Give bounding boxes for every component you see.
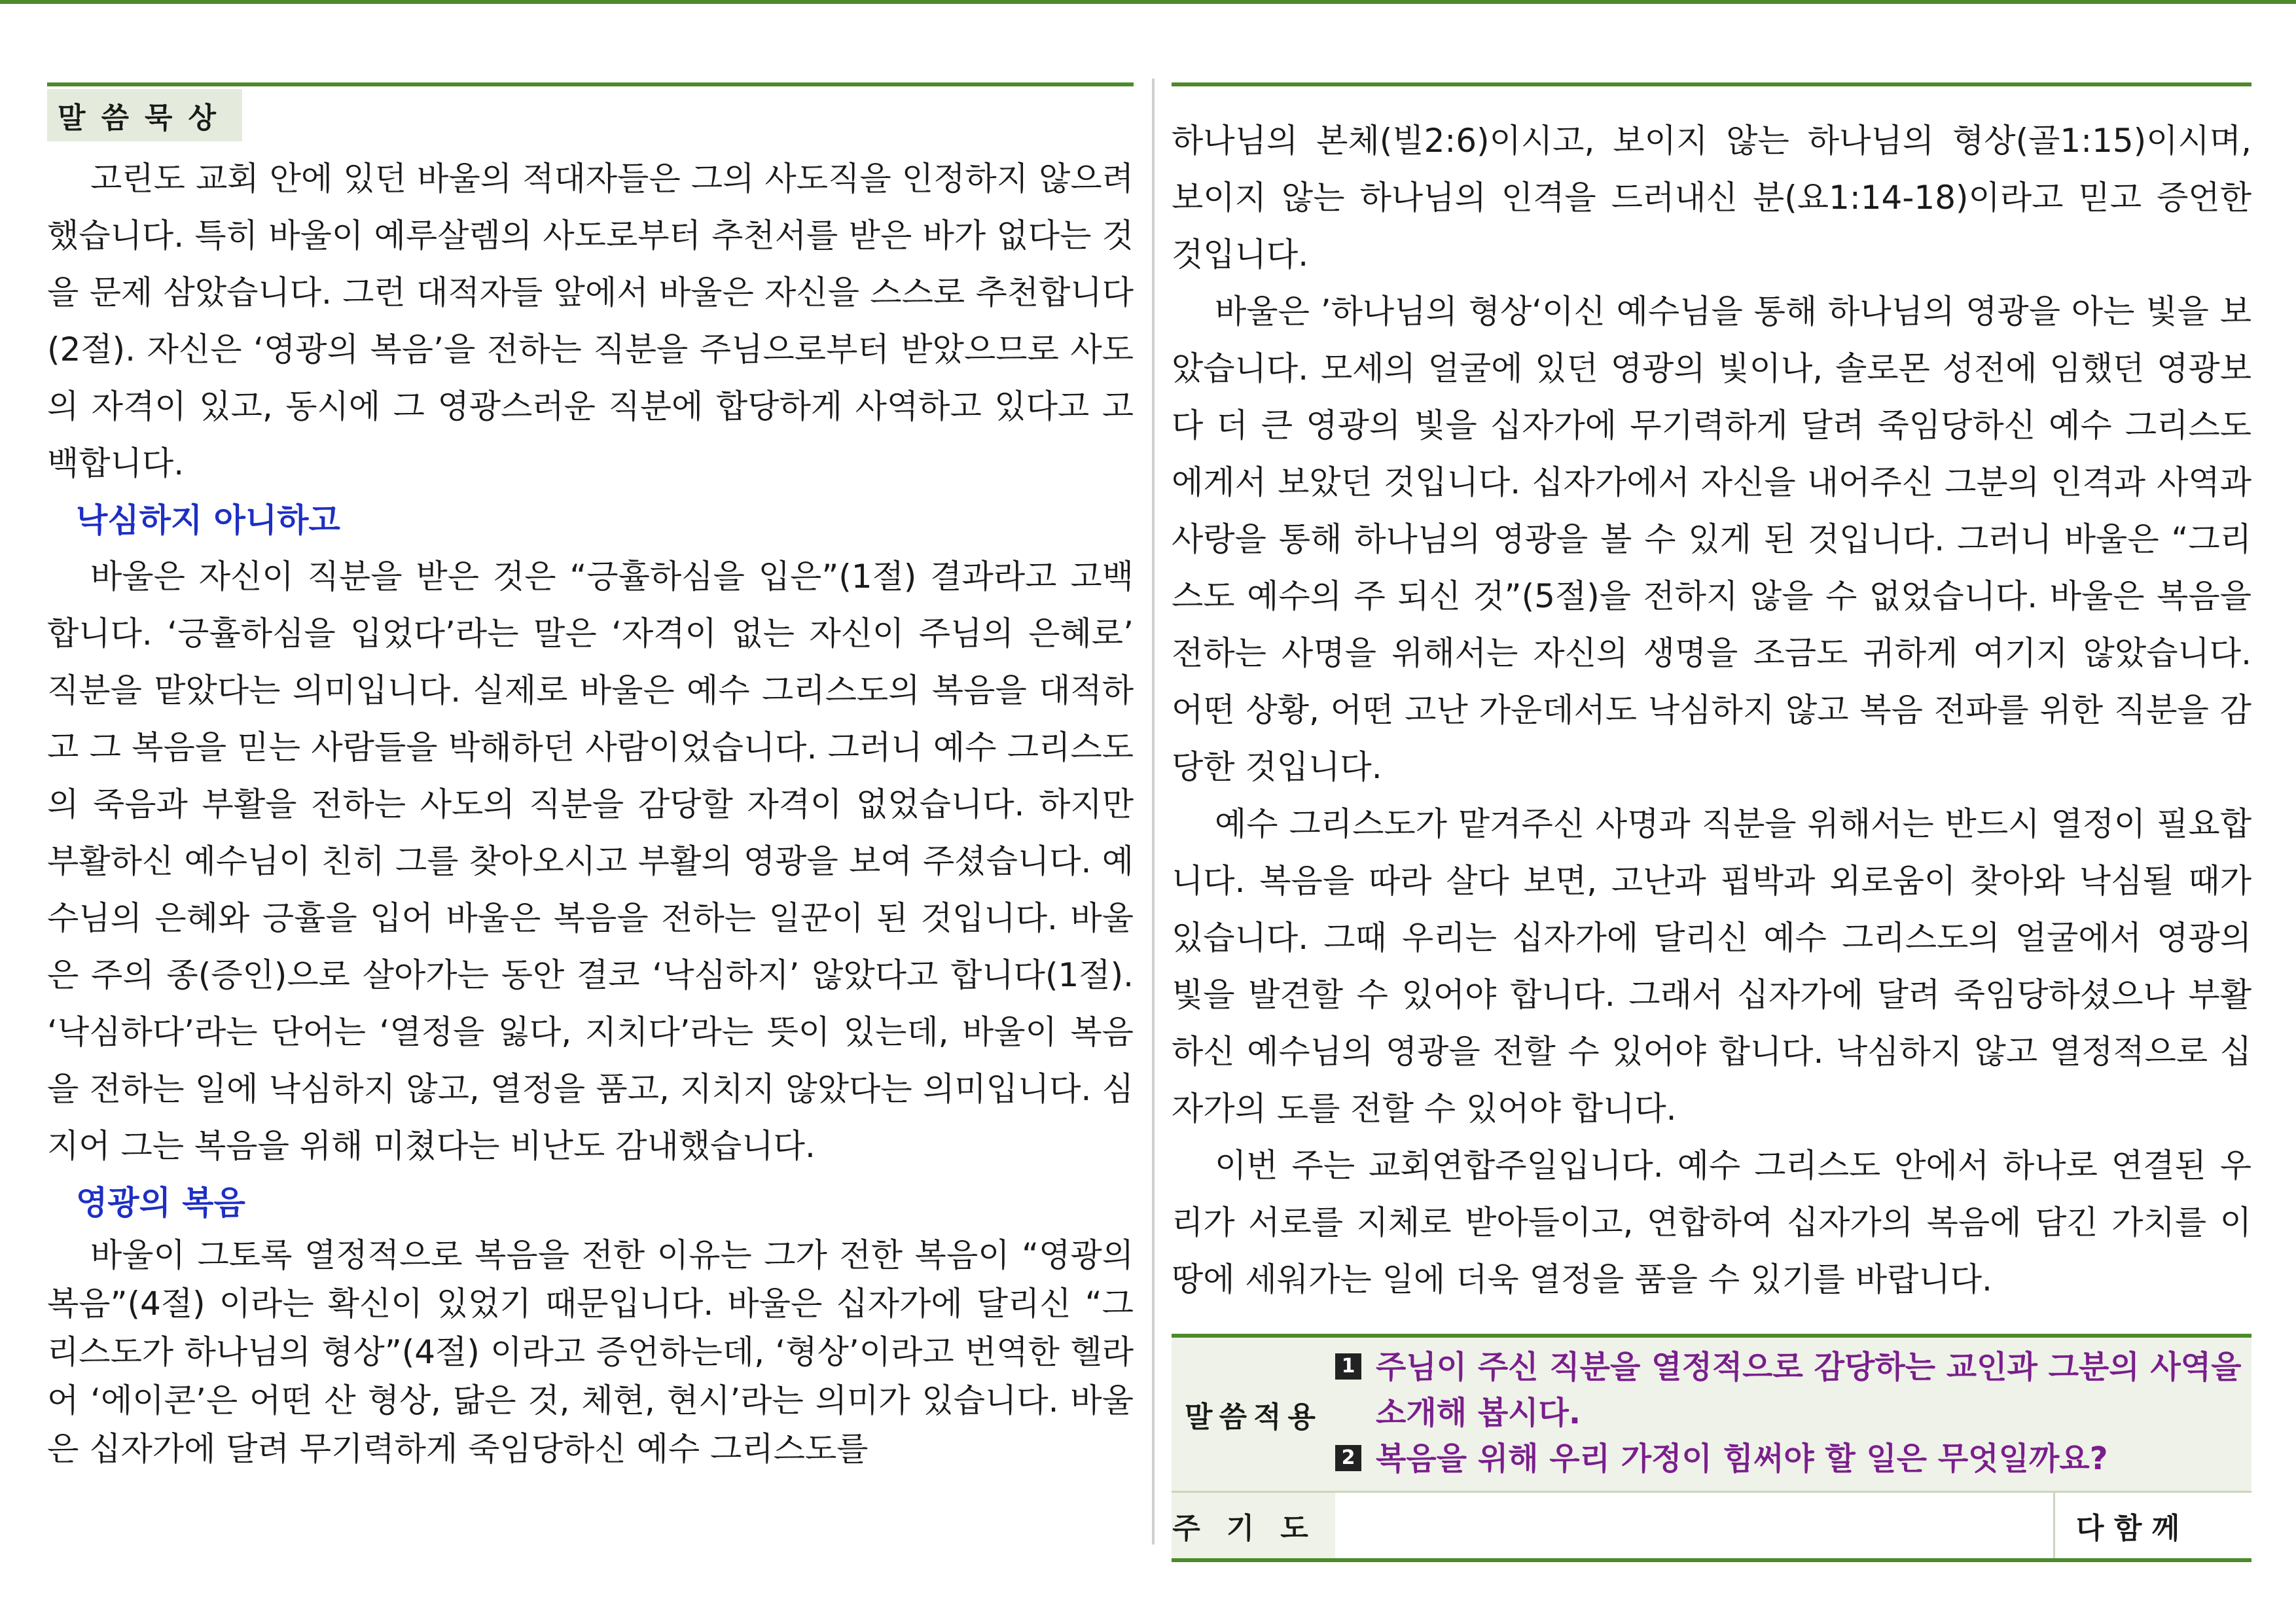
question-1: [1335, 1344, 2242, 1436]
left-column: [47, 0, 1134, 1473]
section-tag: 말씀묵상: [47, 89, 242, 141]
application-row: [1172, 1338, 2251, 1491]
together-label: 다 함 께: [2076, 1512, 2180, 1545]
heading-gospel-of-glory: 영광의 복음: [76, 1184, 245, 1222]
right-column: [1172, 0, 2251, 1308]
top-rule-left: [47, 82, 1134, 86]
top-rule-right: [1172, 82, 2251, 86]
paragraph-2: 바울이 그토록 열정적으로 복음을 전한 이유는 그가 전한 복음이 “영광의 복음”(4절) 이라는 확신이 있었기 때문입니다. 바울은 십자가에 달리신 “그리스도가 하나님의 형상”(4절) 이라고 증언하는데, ‘형상’이라고 번역한 헬라어 ‘에이콘’은 어떤 산 형상, 닮은 것, 체현, 현시’라는 의미가 있습니다. 바울은 십자가에 달려 무기력하게 죽임당하신 예수 그리스도를: [47, 1236, 1134, 1468]
prayer-row: [1172, 1491, 2251, 1558]
prayer-blank: [1335, 1493, 2055, 1558]
number-badge-icon: 1: [1335, 1353, 1361, 1380]
application-label: 말씀적용: [1184, 1400, 1322, 1434]
paragraph-3: 바울은 ’하나님의 형상‘이신 예수님을 통해 하나님의 영광을 아는 빛을 보았습니다. 모세의 얼굴에 있던 영광의 빛이나, 솔로몬 성전에 임했던 영광보다 더 큰 영광의 빛을 십자가에 무기력하게 달려 죽임당하신 예수 그리스도에게서 보았던 것입니다. 십자가에서 자신을 내어주신 그분의 인격과 사역과 사랑을 통해 하나님의 영광을 볼 수 있게 된 것입니다. 그러니 바울은 “그리스도 예수의 주 되신 것”(5절)을 전하지 않을 수 없었습니다. 바울은 복음을 전하는 사명을 위해서는 자신의 생명을 조금도 귀하게 여기지 않았습니다. 어떤 상황, 어떤 고난 가운데서도 낙심하지 않고 복음 전파를 위한 직분을 감당한 것입니다.: [1172, 293, 2251, 786]
heading-not-discouraged: 낙심하지 아니하고: [76, 501, 340, 539]
question-text: 주님이 주신 직분을 열정적으로 감당하는 교인과 그분의 사역을 소개해 봅시다.: [1376, 1349, 2242, 1431]
paragraph-4: 예수 그리스도가 맡겨주신 사명과 직분을 위해서는 반드시 열정이 필요합니다. 복음을 따라 살다 보면, 고난과 핍박과 외로움이 찾아와 낙심될 때가 있습니다. 그때 우리는 십자가에 달리신 예수 그리스도의 얼굴에서 영광의 빛을 발견할 수 있어야 합니다. 그래서 십자가에 달려 죽임당하셨으나 부활하신 예수님의 영광을 전할 수 있어야 합니다. 낙심하지 않고 열정적으로 십자가의 도를 전할 수 있어야 합니다.: [1172, 805, 2251, 1128]
application-questions: [1335, 1338, 2251, 1491]
paragraph-5: 이번 주는 교회연합주일입니다. 예수 그리스도 안에서 하나로 연결된 우리가 서로를 지체로 받아들이고, 연합하여 십자가의 복음에 담긴 가치를 이 땅에 세워가는 일에 더욱 열정을 품을 수 있기를 바랍니다.: [1172, 1147, 2251, 1298]
number-badge-icon: 2: [1335, 1445, 1361, 1471]
prayer-label: 주기도: [1172, 1493, 1335, 1558]
question-text: 복음을 위해 우리 가정이 힘써야 할 일은 무엇일까요?: [1376, 1440, 2108, 1477]
intro-paragraph: 고린도 교회 안에 있던 바울의 적대자들은 그의 사도직을 인정하지 않으려 했습니다. 특히 바울이 예루살렘의 사도로부터 추천서를 받은 바가 없다는 것을 문제 삼았습니다. 그런 대적자들 앞에서 바울은 자신을 스스로 추천합니다(2절). 자신은 ‘영광의 복음’을 전하는 직분을 주님으로부터 받았으므로 사도의 자격이 있고, 동시에 그 영광스러운 직분에 합당하게 사역하고 있다고 고백합니다.: [47, 160, 1134, 482]
application-box: [1172, 1334, 2251, 1562]
question-2: [1335, 1436, 2242, 1482]
continued-paragraph: 하나님의 본체(빌2:6)이시고, 보이지 않는 하나님의 형상(골1:15)이시며, 보이지 않는 하나님의 인격을 드러내신 분(요1:14-18)이라고 믿고 증언한 것입니다.: [1172, 122, 2251, 274]
application-bottom-rule: [1172, 1558, 2251, 1562]
column-divider: [1152, 79, 1155, 1544]
paragraph-1: 바울은 자신이 직분을 받은 것은 “긍휼하심을 입은”(1절) 결과라고 고백합니다. ‘긍휼하심을 입었다’라는 말은 ‘자격이 없는 자신이 주님의 은혜로’ 직분을 맡았다는 의미입니다. 실제로 바울은 예수 그리스도의 복음을 대적하고 그 복음을 믿는 사람들을 박해하던 사람이었습니다. 그러니 예수 그리스도의 죽음과 부활을 전하는 사도의 직분을 감당할 자격이 없었습니다. 하지만 부활하신 예수님이 친히 그를 찾아오시고 부활의 영광을 보여 주셨습니다. 예수님의 은혜와 긍휼을 입어 바울은 복음을 전하는 일꾼이 된 것입니다. 바울은 주의 종(증인)으로 살아가는 동안 결코 ‘낙심하지’ 않았다고 합니다(1절). ‘낙심하다’라는 단어는 ‘열정을 잃다, 지치다’라는 뜻이 있는데, 바울이 복음을 전하는 일에 낙심하지 않고, 열정을 품고, 지치지 않았다는 의미입니다. 심지어 그는 복음을 위해 미쳤다는 비난도 감내했습니다.: [47, 558, 1134, 1165]
